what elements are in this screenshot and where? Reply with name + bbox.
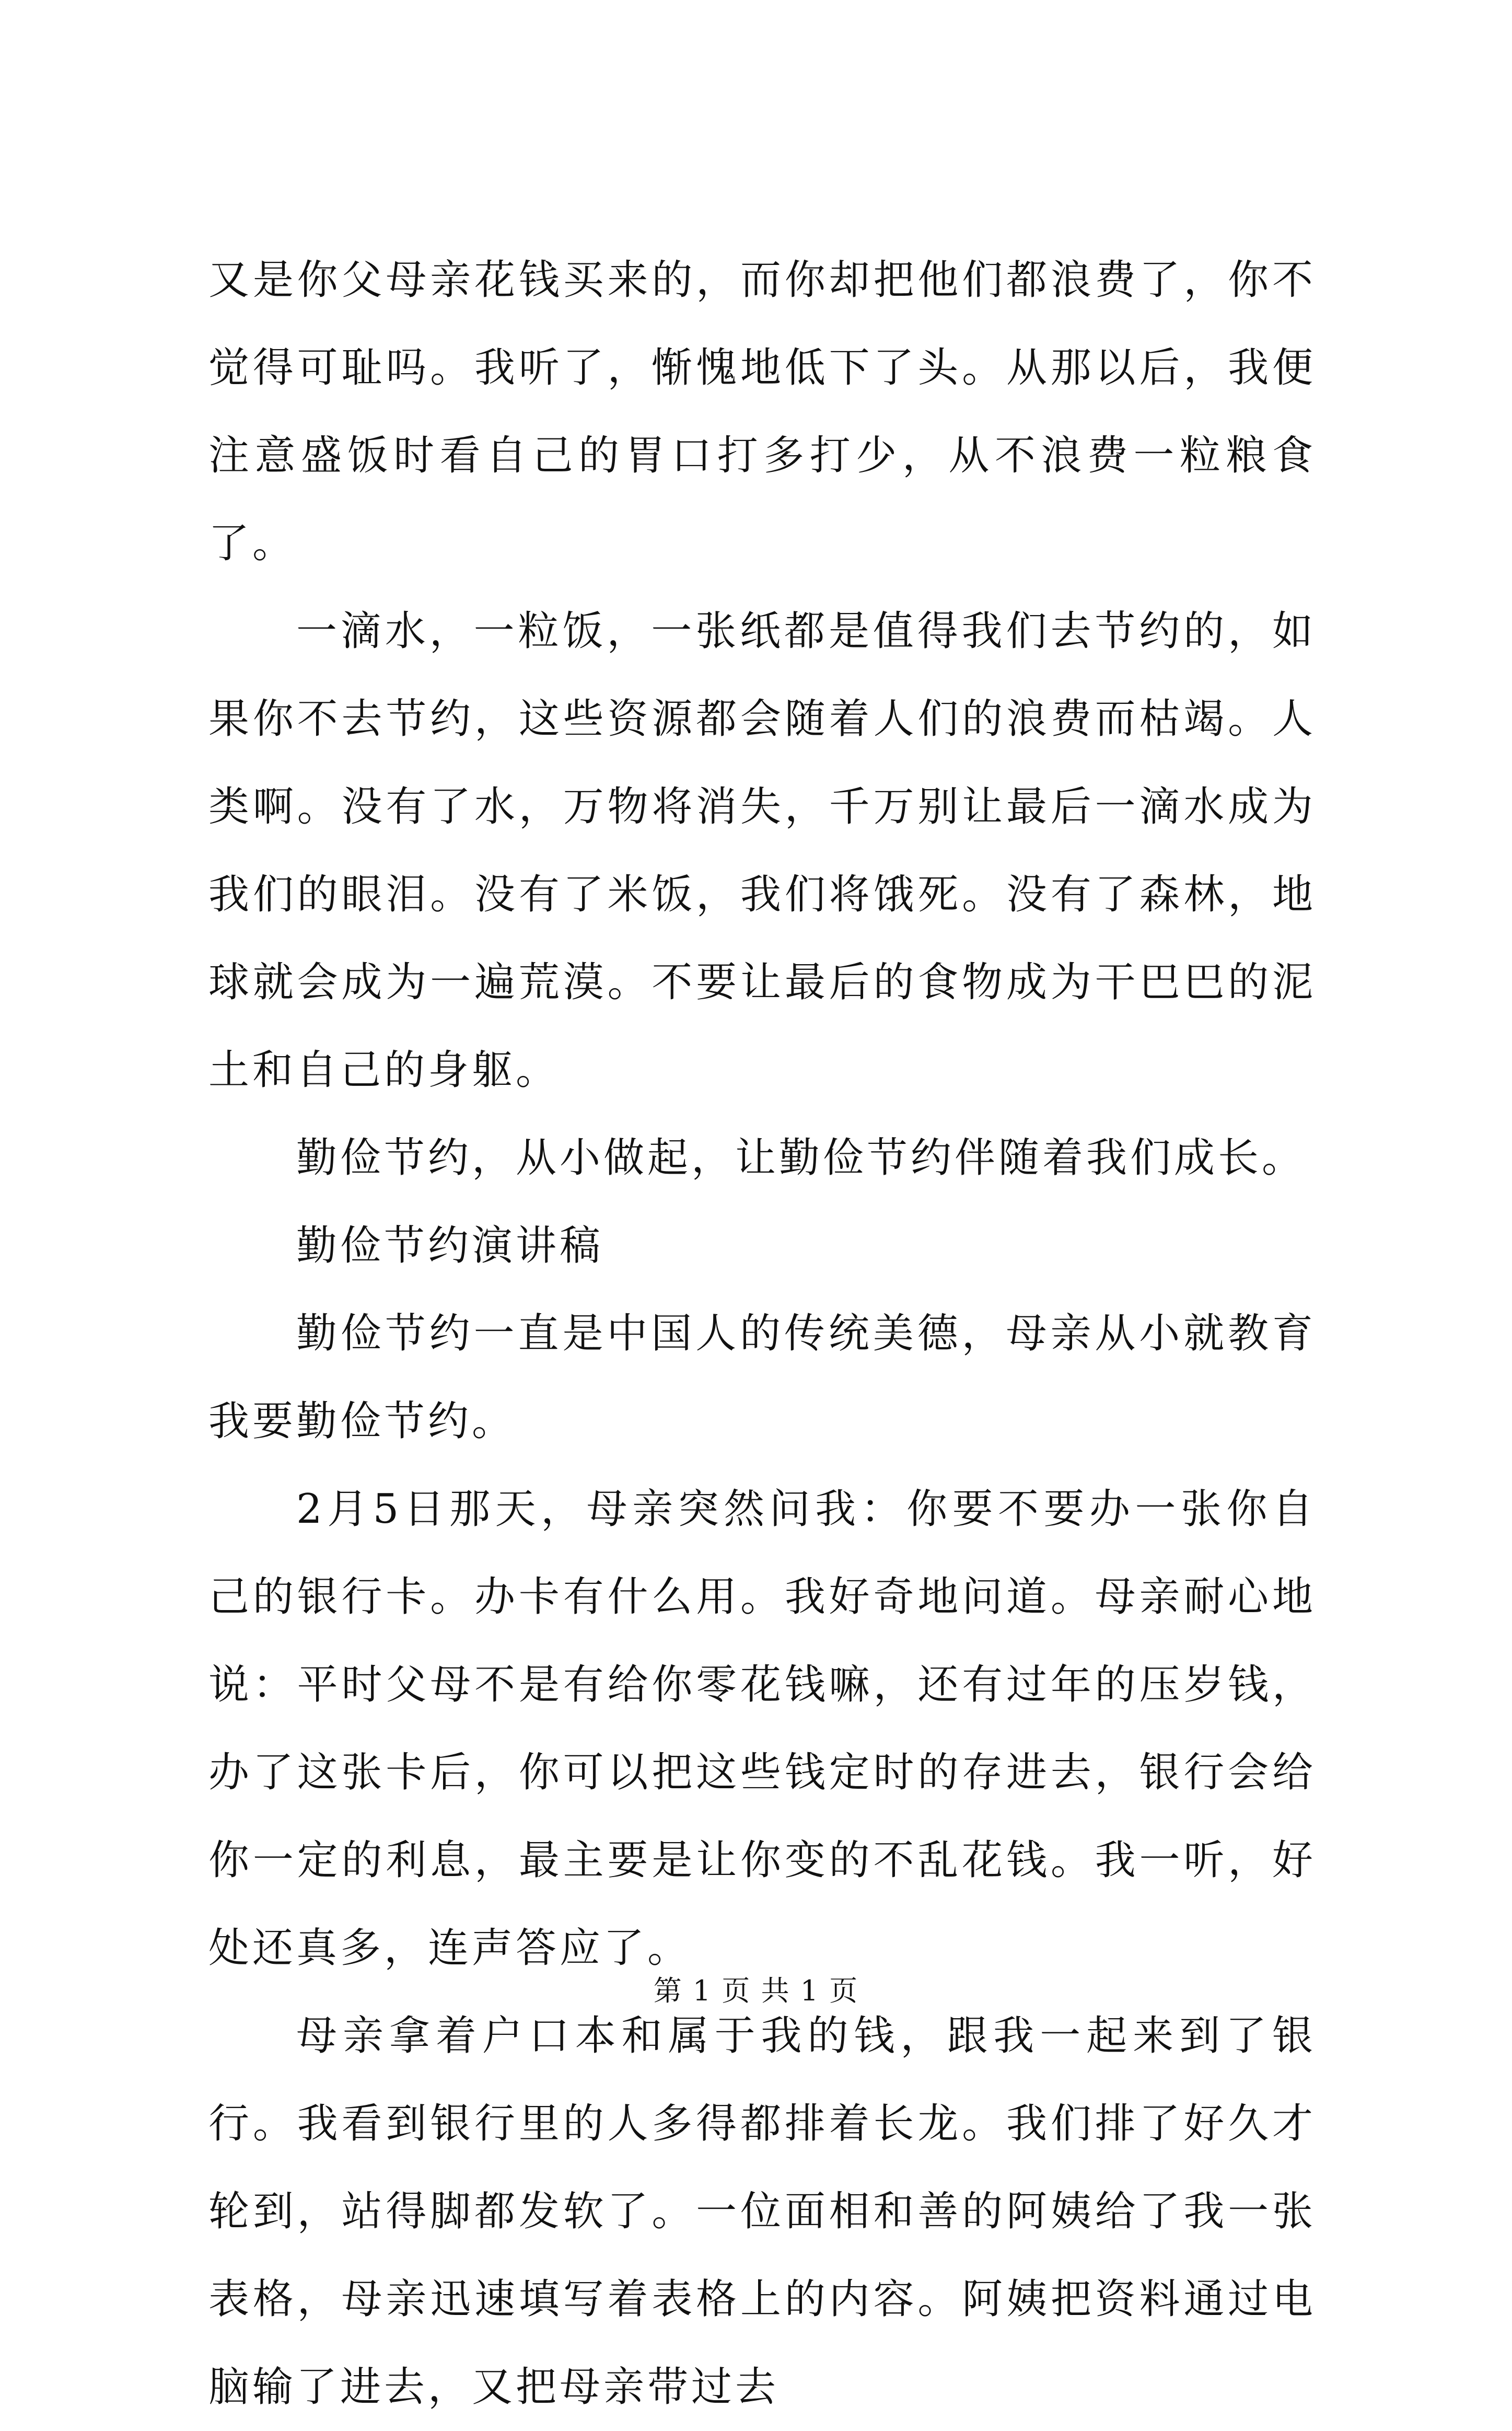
paragraph: 勤俭节约一直是中国人的传统美德，母亲从小就教育我要勤俭节约。 [208,1310,1316,1445]
paragraph: 勤俭节约，从小做起，让勤俭节约伴随着我们成长。 [296,1135,1306,1182]
section-heading: 勤俭节约演讲稿 [296,1222,604,1269]
paragraph: 又是你父母亲花钱买来的，而你却把他们都浪费了，你不觉得可耻吗。我听了，惭愧地低下了头。从那以后，我便注意盛饭时看自己的胃口打多打少，从不浪费一粒粮食了。 [208,257,1316,567]
paragraph: 2月5日那天，母亲突然问我：你要不要办一张你自己的银行卡。办卡有什么用。我好奇地问道。母亲耐心地说：平时父母不是有给你零花钱嘛，还有过年的压岁钱，办了这张卡后，你可以把这些钱定时的存进去，银行会给你一定的利息，最主要是让你变的不乱花钱。我一听，好处还真多，连声答应了。 [208,1486,1316,1972]
paragraph: 一滴水，一粒饭，一张纸都是值得我们去节约的，如果你不去节约，这些资源都会随着人们的浪费而枯竭。人类啊。没有了水，万物将消失，千万别让最后一滴水成为我们的眼泪。没有了米饭，我们将饿死。没有了森林，地球就会成为一遍荒漠。不要让最后的食物成为干巴巴的泥土和自己的身躯。 [208,608,1316,1094]
paragraph: 母亲拿着户口本和属于我的钱，跟我一起来到了银行。我看到银行里的人多得都排着长龙。我们排了好久才轮到，站得脚都发软了。一位面相和善的阿姨给了我一张表格，母亲迅速填写着表格上的内容。阿姨把资料通过电脑输了进去，又把母亲带过去 [208,2012,1316,2411]
page-footer [0,1973,1512,2009]
page-number-label: 第 1 页 共 1 页 [653,1974,859,2007]
document-body [208,236,1316,2431]
